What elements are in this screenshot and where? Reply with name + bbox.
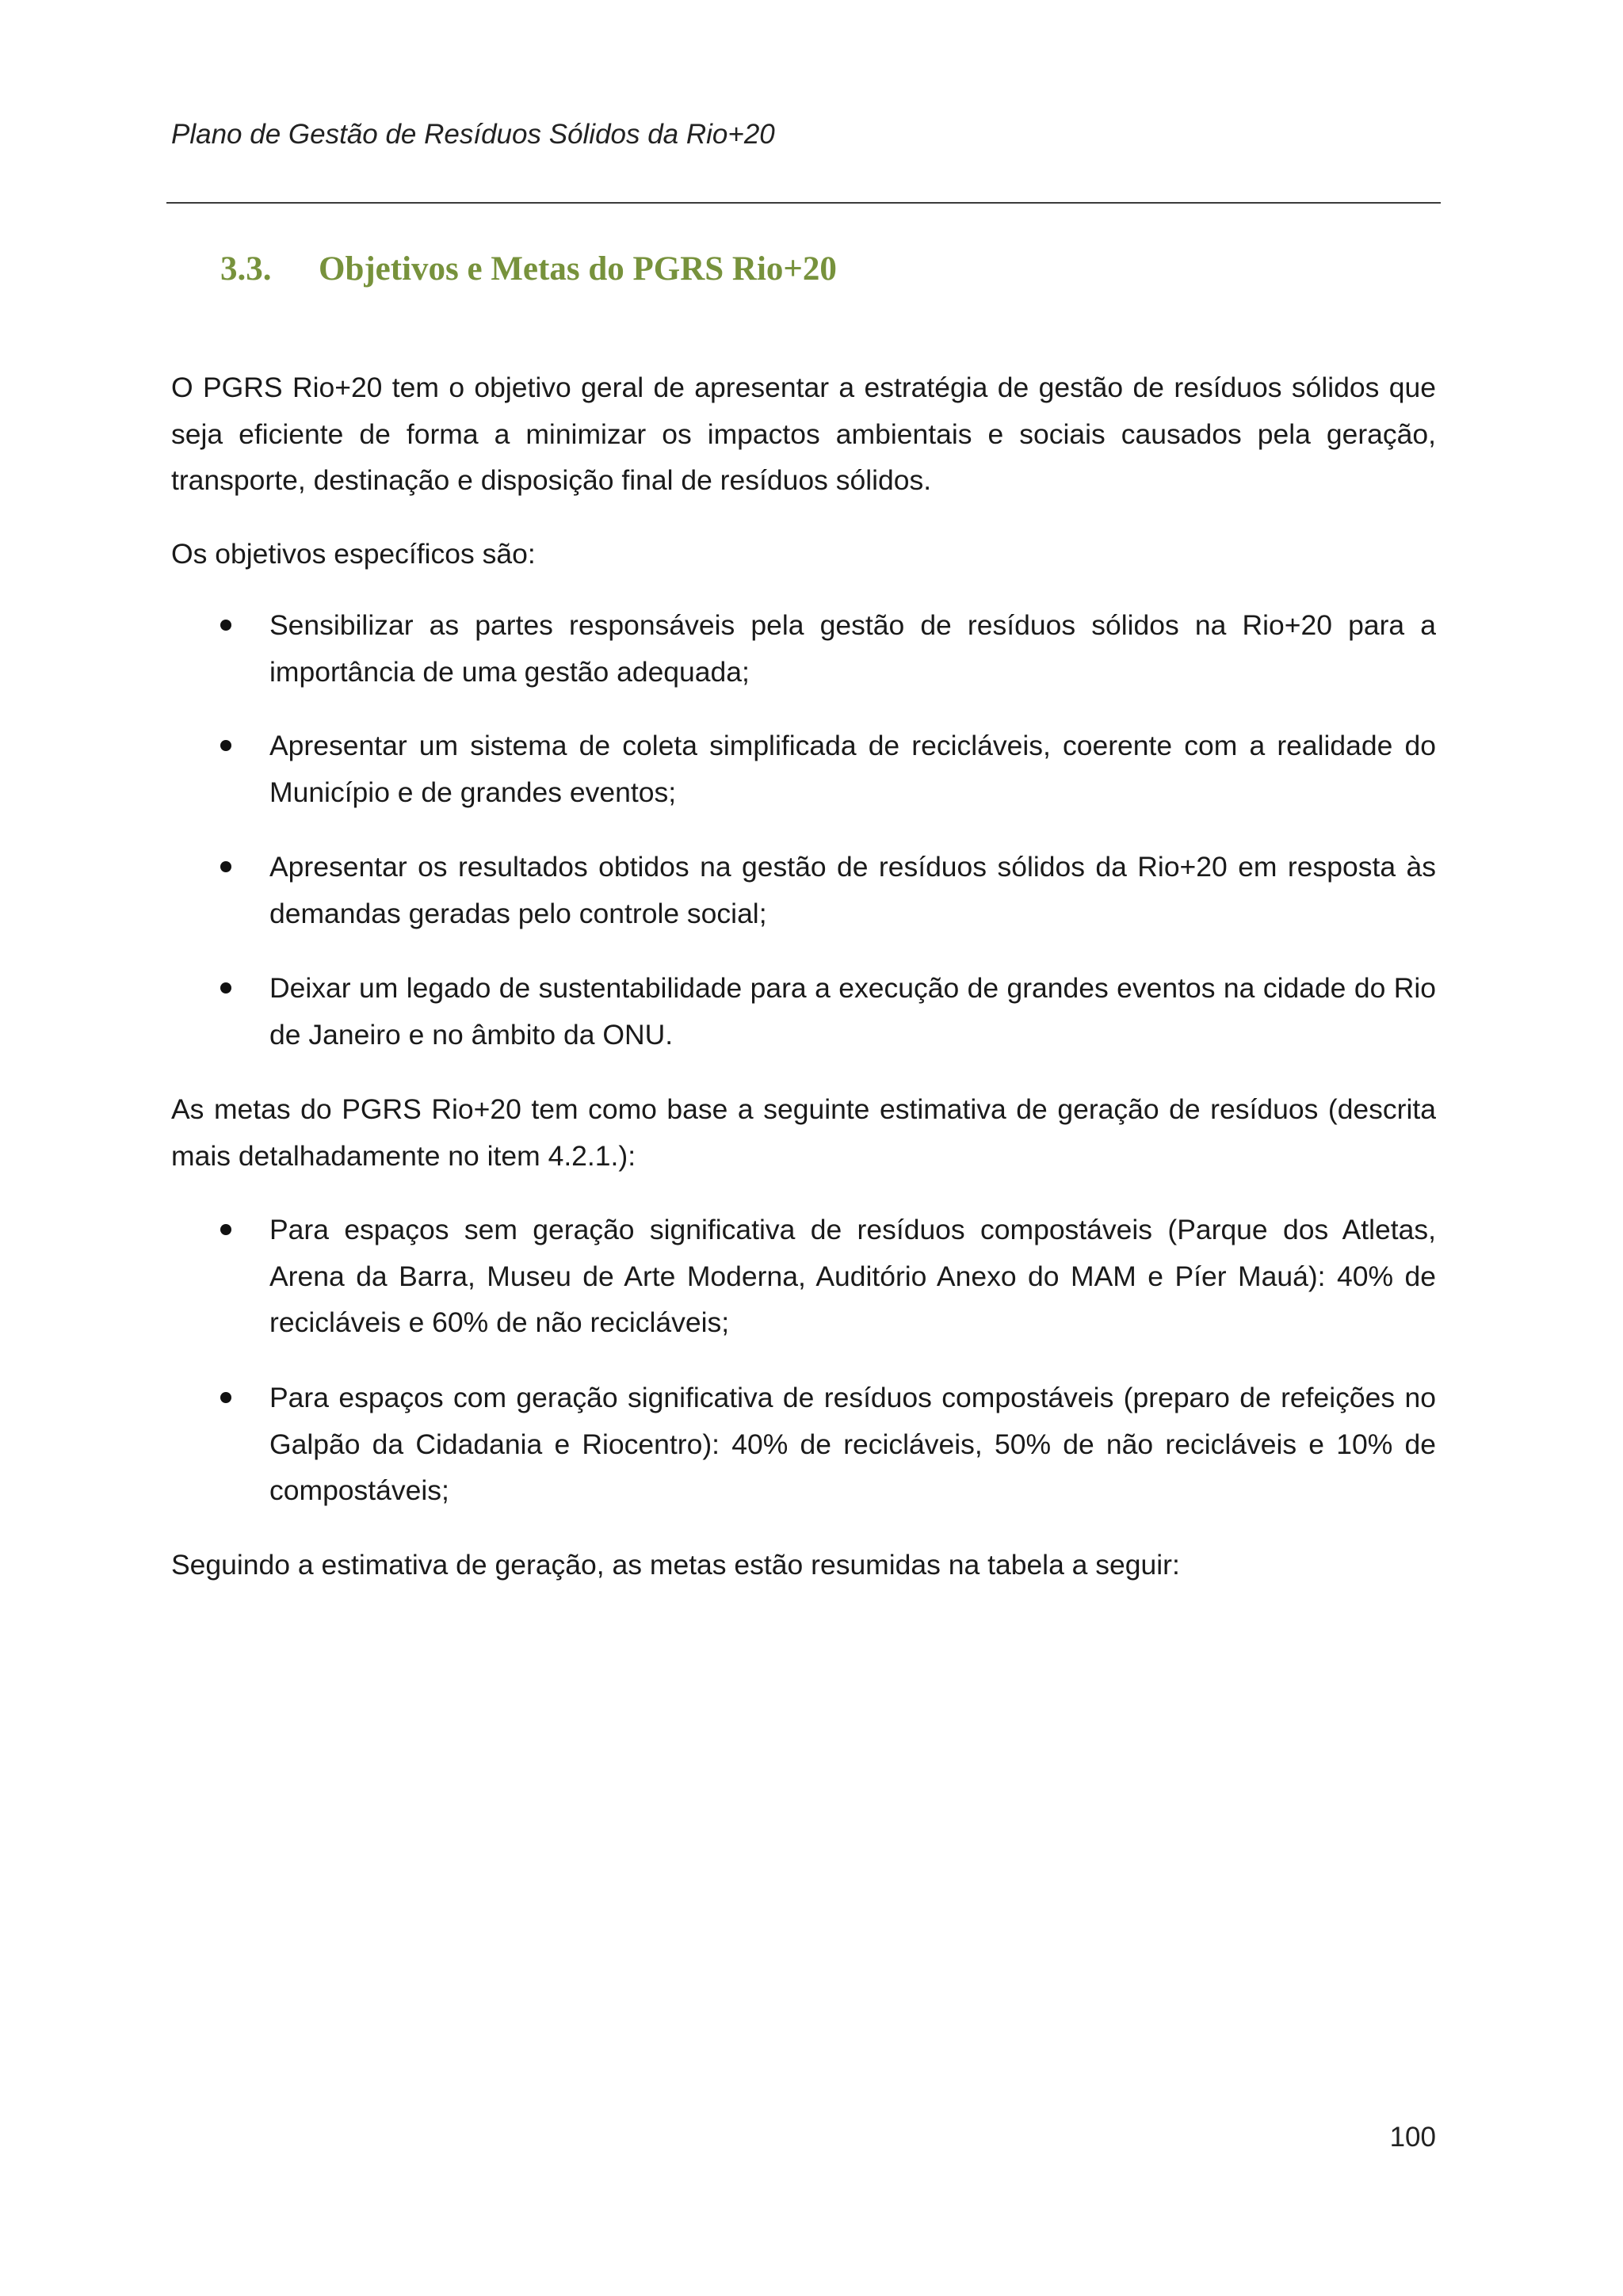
bullet-icon — [220, 982, 231, 994]
list-item — [171, 1207, 1436, 1346]
list-item — [171, 602, 1436, 695]
bullet-icon — [220, 740, 231, 751]
section-title: Objetivos e Metas do PGRS Rio+20 — [319, 250, 837, 288]
list-item-text: Para espaços sem geração significativa de resíduos compostáveis (Parque dos Atletas, Arena da Barra, Museu de Arte Moderna, Auditório Anexo do MAM e Píer Mauá): 40% de recicláveis e 60% de não recicláveis; — [269, 1214, 1436, 1338]
bullet-icon — [220, 620, 231, 631]
list-item-text: Deixar um legado de sustentabilidade para a execução de grandes eventos na cidade do Rio de Janeiro e no âmbito da ONU. — [269, 972, 1436, 1051]
section-number: 3.3. — [220, 250, 272, 288]
list-item-text: Apresentar um sistema de coleta simplificada de recicláveis, coerente com a realidade do Município e de grandes eventos; — [269, 730, 1436, 808]
bullet-icon — [220, 1224, 231, 1235]
goals-lead: As metas do PGRS Rio+20 tem como base a seguinte estimativa de geração de resíduos (descrita mais detalhadamente no item 4.2.1.): — [171, 1093, 1436, 1172]
closing-paragraph: Seguindo a estimativa de geração, as metas estão resumidas na tabela a seguir: — [171, 1549, 1180, 1581]
section-heading — [220, 247, 837, 292]
bullet-icon — [220, 861, 231, 872]
header-divider — [166, 202, 1441, 204]
list-item-text: Para espaços com geração significativa de resíduos compostáveis (preparo de refeições no Galpão da Cidadania e Riocentro): 40% de recicláveis, 50% de não recicláveis e 10% de compostáveis; — [269, 1382, 1436, 1506]
list-item — [171, 965, 1436, 1058]
list-item — [171, 844, 1436, 936]
intro-paragraph: O PGRS Rio+20 tem o objetivo geral de apresentar a estratégia de gestão de resíduos sólidos que seja eficiente de forma a minimizar os impactos ambientais e sociais causados pela geração, transporte, destinação e disposição final de resíduos sólidos. — [171, 372, 1436, 496]
objectives-lead: Os objetivos específicos são: — [171, 538, 536, 570]
running-header: Plano de Gestão de Resíduos Sólidos da Rio+20 — [171, 119, 775, 150]
list-item-text: Sensibilizar as partes responsáveis pela gestão de resíduos sólidos na Rio+20 para a importância de uma gestão adequada; — [269, 609, 1436, 688]
list-item-text: Apresentar os resultados obtidos na gestão de resíduos sólidos da Rio+20 em resposta às demandas geradas pelo controle social; — [269, 851, 1436, 929]
list-item — [171, 1375, 1436, 1514]
bullet-icon — [220, 1392, 231, 1403]
page-number: 100 — [1389, 2122, 1436, 2153]
list-item — [171, 723, 1436, 815]
